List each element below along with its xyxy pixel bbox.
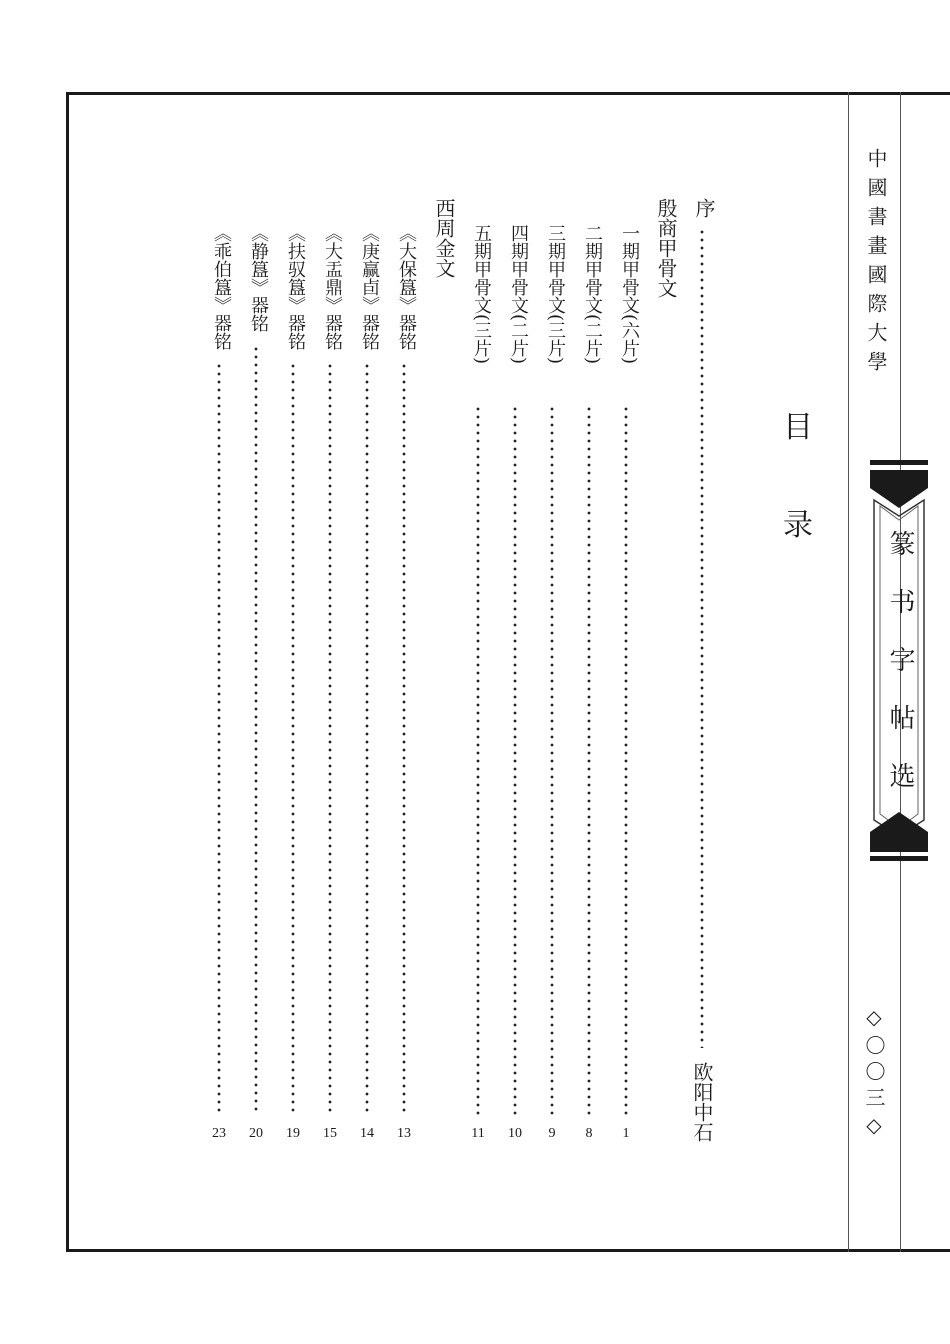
toc-leader-dots — [624, 405, 628, 1115]
toc-title-char-2: 录 — [783, 508, 813, 543]
toc-page-number: 19 — [286, 1126, 300, 1141]
toc-page-number: 23 — [212, 1126, 226, 1141]
toc-entry-label[interactable]: 五期甲骨文(三片) — [471, 224, 492, 365]
sidebar-page-number: ◇〇〇三◇ — [862, 1005, 886, 1143]
section-heading-shang-oracle: 殷商甲骨文 — [654, 198, 678, 298]
toc-page-number: 1 — [622, 1126, 630, 1141]
toc-page-number: 13 — [397, 1126, 411, 1141]
toc-page-number: 14 — [360, 1126, 374, 1141]
preface-leader-dots — [700, 228, 704, 1048]
toc-leader-dots — [587, 405, 591, 1115]
toc-entry-label[interactable]: 《扶驭簋》器铭 — [285, 224, 306, 350]
toc-page-number: 11 — [471, 1126, 485, 1141]
toc-entry-label[interactable]: 《静簋》器铭 — [248, 224, 269, 332]
toc-leader-dots — [328, 362, 332, 1115]
preface-label: 序 — [692, 198, 716, 218]
toc-entry-label[interactable]: 《庚赢卣》器铭 — [359, 224, 380, 350]
preface-author: 欧阳中石 — [690, 1062, 714, 1142]
sidebar-divider — [848, 92, 849, 1252]
toc-leader-dots — [365, 362, 369, 1115]
toc-leader-dots — [476, 405, 480, 1115]
toc-entry-label[interactable]: 一期甲骨文(六片) — [619, 224, 640, 365]
toc-leader-dots — [513, 405, 517, 1115]
toc-entry-label[interactable]: 四期甲骨文(二片) — [508, 224, 529, 365]
toc-entry-label[interactable]: 三期甲骨文(三片) — [545, 224, 566, 365]
toc-title-char-1: 目 — [783, 410, 813, 445]
toc-entry-label[interactable]: 《大盂鼎》器铭 — [322, 224, 343, 350]
toc-page-number: 15 — [323, 1126, 337, 1141]
toc-page-number: 10 — [508, 1126, 522, 1141]
toc-page-number: 8 — [585, 1126, 593, 1141]
toc-entry-label[interactable]: 《大保簋》器铭 — [396, 224, 417, 350]
toc-leader-dots — [550, 405, 554, 1115]
toc-entry-label[interactable]: 《乖伯簋》器铭 — [211, 224, 232, 350]
university-name: 中國書畫國際大學 — [864, 148, 888, 380]
toc-leader-dots — [291, 362, 295, 1115]
toc-page-number: 9 — [548, 1126, 556, 1141]
toc-leader-dots — [254, 345, 258, 1115]
toc-entry-label[interactable]: 二期甲骨文(二片) — [582, 224, 603, 365]
book-title: 篆书字帖选 — [885, 530, 915, 820]
toc-leader-dots — [402, 362, 406, 1115]
toc-leader-dots — [217, 362, 221, 1115]
toc-page-number: 20 — [249, 1126, 263, 1141]
section-heading-western-zhou: 西周金文 — [432, 198, 456, 278]
